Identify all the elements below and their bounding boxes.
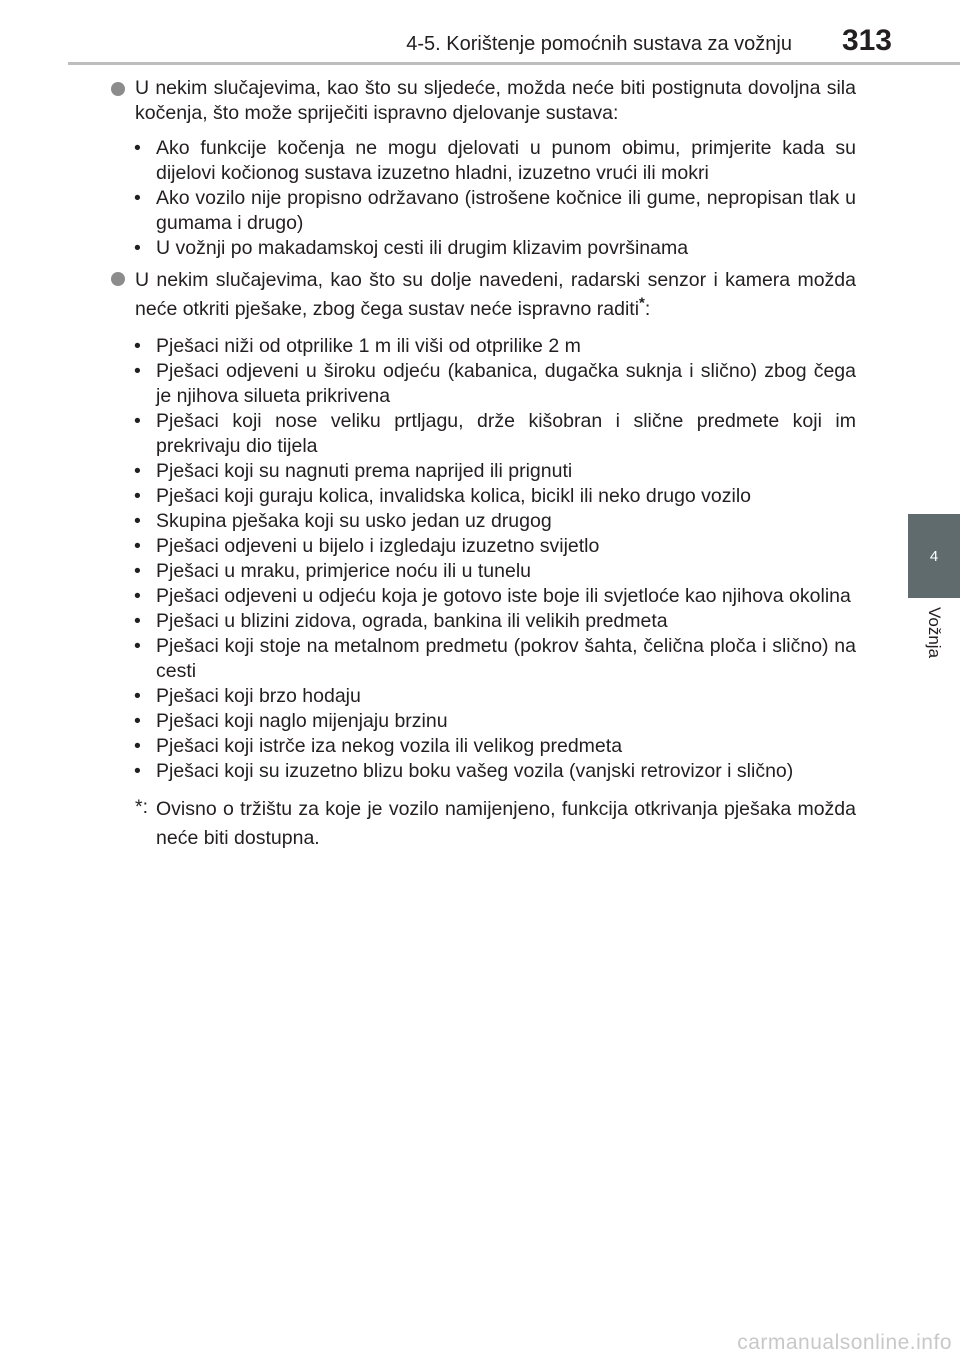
list-item	[134, 236, 856, 261]
bullet-dot-icon: •	[134, 535, 141, 557]
list-item	[134, 186, 856, 236]
list-item-text: Pješaci koji brzo hodaju	[156, 685, 361, 707]
list-item	[134, 359, 856, 409]
bullet-dot-icon: •	[134, 635, 141, 657]
list-item-text: Pješaci odjeveni u bijelo i izgledaju izuzetno svijetlo	[156, 535, 600, 557]
list-item	[134, 136, 856, 186]
bullet-dot-icon: •	[134, 237, 141, 259]
bullet-dot-icon: •	[134, 137, 141, 159]
list-item	[134, 634, 856, 684]
bullet-dot-icon: •	[134, 710, 141, 732]
list-item-text: Pješaci koji su nagnuti prema naprijed ili prignuti	[156, 460, 573, 482]
list-item-text: Pješaci koji nose veliku prtljagu, drže kišobran i slične predmete koji im prekrivaju dio tijela	[156, 410, 856, 457]
paragraph-braking	[110, 76, 856, 126]
bullet-dot-icon: •	[134, 187, 141, 209]
list-item-text: Pješaci koji guraju kolica, invalidska kolica, bicikl ili neko drugo vozilo	[156, 485, 752, 507]
list-item-text: Pješaci koji istrče iza nekog vozila ili velikog predmeta	[156, 735, 623, 757]
list-item-text: Pješaci koji naglo mijenjaju brzinu	[156, 710, 448, 732]
watermark: carmanualsonline.info	[737, 1331, 952, 1354]
list-item-text: U vožnji po makadamskoj cesti ili drugim klizavim površinama	[156, 237, 689, 259]
list-item-text: Ako funkcije kočenja ne mogu djelovati u punom obimu, primjerite kada su dijelovi kočionog sustava izuzetno hladni, izuzetno vrući ili mokri	[156, 137, 856, 184]
bullet-dot-icon: •	[134, 510, 141, 532]
list-item-text: Pješaci odjeveni u široku odjeću (kabanica, dugačka suknja i slično) zbog čega je njihova silueta prikrivena	[156, 360, 856, 407]
list-item-text: Pješaci niži od otprilike 1 m ili viši od otprilike 2 m	[156, 335, 581, 357]
paragraph-text: U nekim slučajevima, kao što su dolje navedeni, radarski senzor i kamera možda neće otkriti pješake, zbog čega sustav neće ispravno raditi	[135, 269, 856, 320]
list-item	[134, 334, 856, 359]
list-item	[134, 584, 856, 609]
round-bullet-icon	[111, 82, 125, 96]
bullet-dot-icon: •	[134, 460, 141, 482]
list-item-text: Ako vozilo nije propisno održavano (istrošene kočnice ili gume, nepropisan tlak u gumama i drugo)	[156, 187, 856, 234]
paragraph-text: U nekim slučajevima, kao što su sljedeće, možda neće biti postignuta dovoljna sila kočenja, što može spriječiti ispravno djelovanje sustava:	[135, 77, 856, 124]
list-item	[134, 759, 856, 784]
list-item	[134, 509, 856, 534]
footnote-mark: *:	[135, 796, 149, 818]
footnote	[110, 795, 856, 853]
list-item-text: Pješaci koji su izuzetno blizu boku vašeg vozila (vanjski retrovizor i slično)	[156, 760, 794, 782]
header-rule	[68, 62, 960, 65]
list-item	[134, 709, 856, 734]
page-content	[110, 76, 856, 853]
footnote-reference: *	[639, 294, 645, 312]
bullet-dot-icon: •	[134, 585, 141, 607]
list-item-text: Pješaci koji stoje na metalnom predmetu (pokrov šahta, čelična ploča i slično) na cesti	[156, 635, 856, 682]
footnote-text: Ovisno o tržištu za koje je vozilo namijenjeno, funkcija otkrivanja pješaka možda neće biti dostupna.	[156, 798, 856, 849]
paragraph-pedestrians	[110, 266, 856, 324]
bullet-dot-icon: •	[134, 760, 141, 782]
list-item	[134, 734, 856, 759]
round-bullet-icon	[111, 272, 125, 286]
page-header	[0, 0, 960, 68]
list-item	[134, 684, 856, 709]
list-item	[134, 409, 856, 459]
bullet-dot-icon: •	[134, 485, 141, 507]
pedestrian-conditions-list	[110, 334, 856, 784]
list-item	[134, 609, 856, 634]
list-item-text: Pješaci u blizini zidova, ograda, bankina ili velikih predmeta	[156, 610, 668, 632]
braking-conditions-list	[110, 136, 856, 261]
list-item-text: Pješaci u mraku, primjerice noću ili u tunelu	[156, 560, 531, 582]
chapter-tab	[908, 514, 960, 598]
bullet-dot-icon: •	[134, 735, 141, 757]
bullet-dot-icon: •	[134, 610, 141, 632]
bullet-dot-icon: •	[134, 335, 141, 357]
list-item-text: Skupina pješaka koji su usko jedan uz drugog	[156, 510, 552, 532]
list-item	[134, 534, 856, 559]
chapter-label: Vožnja	[925, 607, 944, 659]
list-item	[134, 484, 856, 509]
section-title: 4-5. Korištenje pomoćnih sustava za vožnju	[406, 33, 792, 55]
list-item-text: Pješaci odjeveni u odjeću koja je gotovo iste boje ili svjetloće kao njihova okolina	[156, 585, 851, 607]
bullet-dot-icon: •	[134, 685, 141, 707]
list-item	[134, 559, 856, 584]
list-item	[134, 459, 856, 484]
bullet-dot-icon: •	[134, 560, 141, 582]
page-number: 313	[841, 24, 892, 57]
chapter-number: 4	[929, 547, 939, 565]
bullet-dot-icon: •	[134, 410, 141, 432]
bullet-dot-icon: •	[134, 360, 141, 382]
paragraph-colon: :	[644, 298, 651, 320]
